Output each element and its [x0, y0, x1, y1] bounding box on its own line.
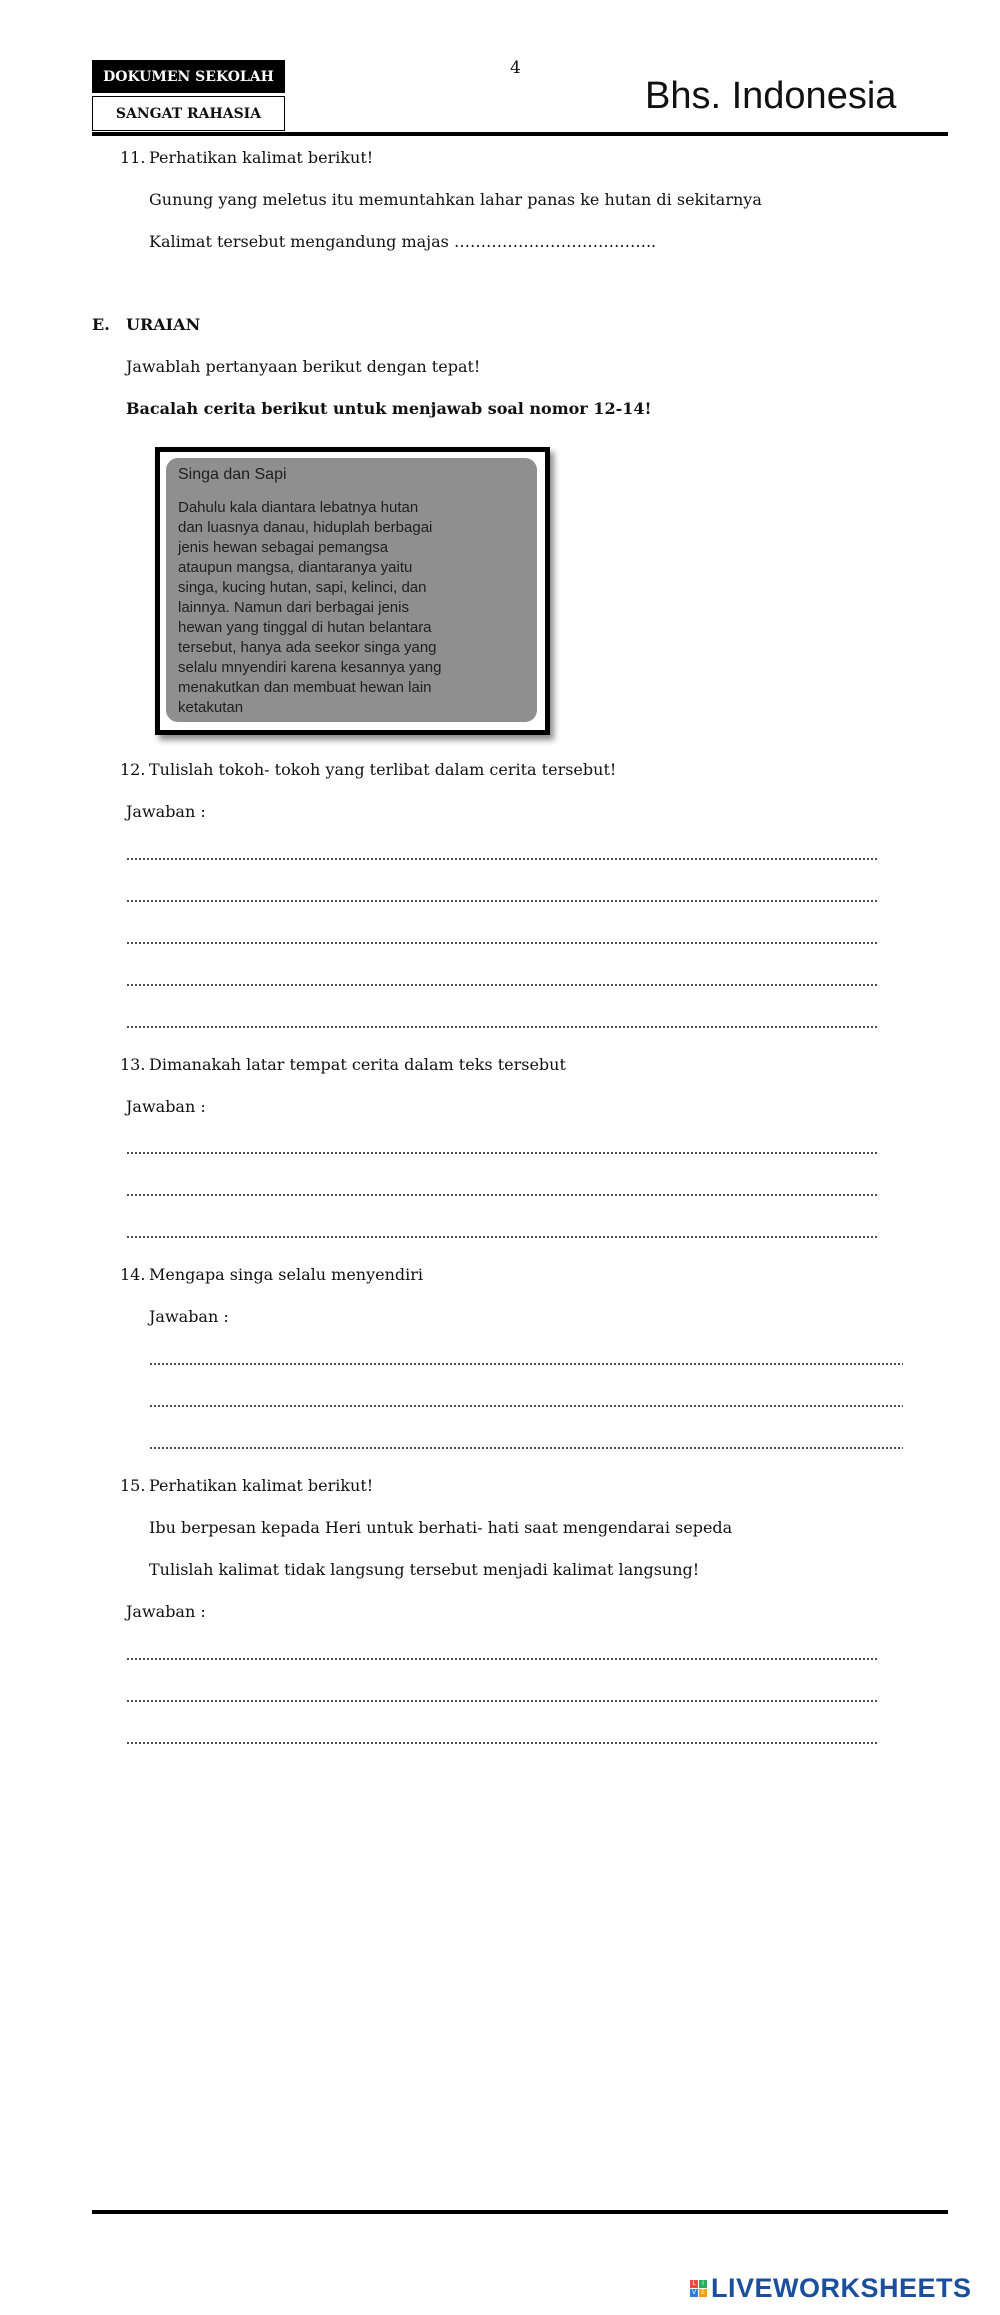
- q12-answer-line[interactable]: [126, 858, 878, 860]
- page-number: 4: [510, 58, 521, 78]
- q15-sentence: Ibu berpesan kepada Heri untuk berhati- hati saat mengendarai sepeda: [149, 1518, 733, 1537]
- reading-instruction: Bacalah cerita berikut untuk menjawab soal nomor 12-14!: [126, 399, 652, 418]
- q14-answer-line[interactable]: [149, 1405, 903, 1407]
- q15-answer-line[interactable]: [126, 1742, 878, 1744]
- q15-answer-line[interactable]: [126, 1700, 878, 1702]
- q12-number: 12.: [120, 760, 146, 779]
- story-image: [155, 447, 550, 735]
- q12-answer-line[interactable]: [126, 942, 878, 944]
- logo-letter-v: V: [691, 2289, 697, 2296]
- q13-answer-label: Jawaban :: [126, 1097, 206, 1116]
- q12-question: Tulislah tokoh- tokoh yang terlibat dalam cerita tersebut!: [149, 760, 617, 779]
- q14-answer-line[interactable]: [149, 1447, 903, 1449]
- logo-letter-l: L: [690, 2280, 698, 2288]
- q11-prompt: Perhatikan kalimat berikut!: [149, 148, 374, 167]
- q13-question: Dimanakah latar tempat cerita dalam teks tersebut: [149, 1055, 566, 1074]
- q15-prompt: Perhatikan kalimat berikut!: [149, 1476, 374, 1495]
- q13-answer-line[interactable]: [126, 1194, 878, 1196]
- q12-answer-line[interactable]: [126, 900, 878, 902]
- subject-title: Bhs. Indonesia: [645, 75, 897, 117]
- story-card: [166, 458, 537, 722]
- section-e-title: URAIAN: [126, 315, 201, 334]
- liveworksheets-logo: [690, 2273, 972, 2304]
- story-body: Dahulu kala diantara lebatnya hutan dan luasnya danau, hiduplah berbagai jenis hewan sebagai pemangsa ataupun mangsa, diantaranya yaitu singa, kucing hutan, sapi, kelinci, dan lainnya. Namun dari berbagai jenis hewan yang tinggal di hutan belantara tersebut, hanya ada seekor singa yang selalu mnyendiri karena kesannya yang menakutkan dan membuat hewan lain ketakutan: [178, 499, 442, 716]
- q11-question: Kalimat tersebut mengandung majas ………………………………..: [149, 232, 657, 251]
- section-e-letter: E.: [92, 315, 110, 334]
- logo-letter-i: I: [699, 2280, 707, 2288]
- footer-rule: [92, 2210, 948, 2214]
- liveworksheets-logo-text: LIVEWORKSHEETS: [711, 2273, 972, 2303]
- q13-number: 13.: [120, 1055, 146, 1074]
- q15-question: Tulislah kalimat tidak langsung tersebut menjadi kalimat langsung!: [149, 1560, 700, 1579]
- q15-number: 15.: [120, 1476, 146, 1495]
- section-e-instruction: Jawablah pertanyaan berikut dengan tepat!: [126, 357, 481, 376]
- logo-letter-e: E: [699, 2289, 707, 2297]
- liveworksheets-logo-icon: [690, 2280, 707, 2297]
- q14-answer-line[interactable]: [149, 1363, 903, 1365]
- header-rule: [92, 132, 948, 136]
- q12-answer-line[interactable]: [126, 984, 878, 986]
- q13-answer-line[interactable]: [126, 1236, 878, 1238]
- q15-answer-label: Jawaban :: [126, 1602, 206, 1621]
- q12-answer-line[interactable]: [126, 1026, 878, 1028]
- q12-answer-label: Jawaban :: [126, 802, 206, 821]
- q15-answer-line[interactable]: [126, 1658, 878, 1660]
- story-title: Singa dan Sapi: [178, 466, 287, 483]
- q11-number: 11.: [120, 148, 146, 167]
- q14-number: 14.: [120, 1265, 146, 1284]
- q13-answer-line[interactable]: [126, 1152, 878, 1154]
- document-badge-top: DOKUMEN SEKOLAH: [92, 60, 285, 93]
- q11-sentence: Gunung yang meletus itu memuntahkan lahar panas ke hutan di sekitarnya: [149, 190, 762, 209]
- q14-answer-label: Jawaban :: [149, 1307, 229, 1326]
- document-badge-bottom: SANGAT RAHASIA: [92, 96, 285, 131]
- q14-question: Mengapa singa selalu menyendiri: [149, 1265, 424, 1284]
